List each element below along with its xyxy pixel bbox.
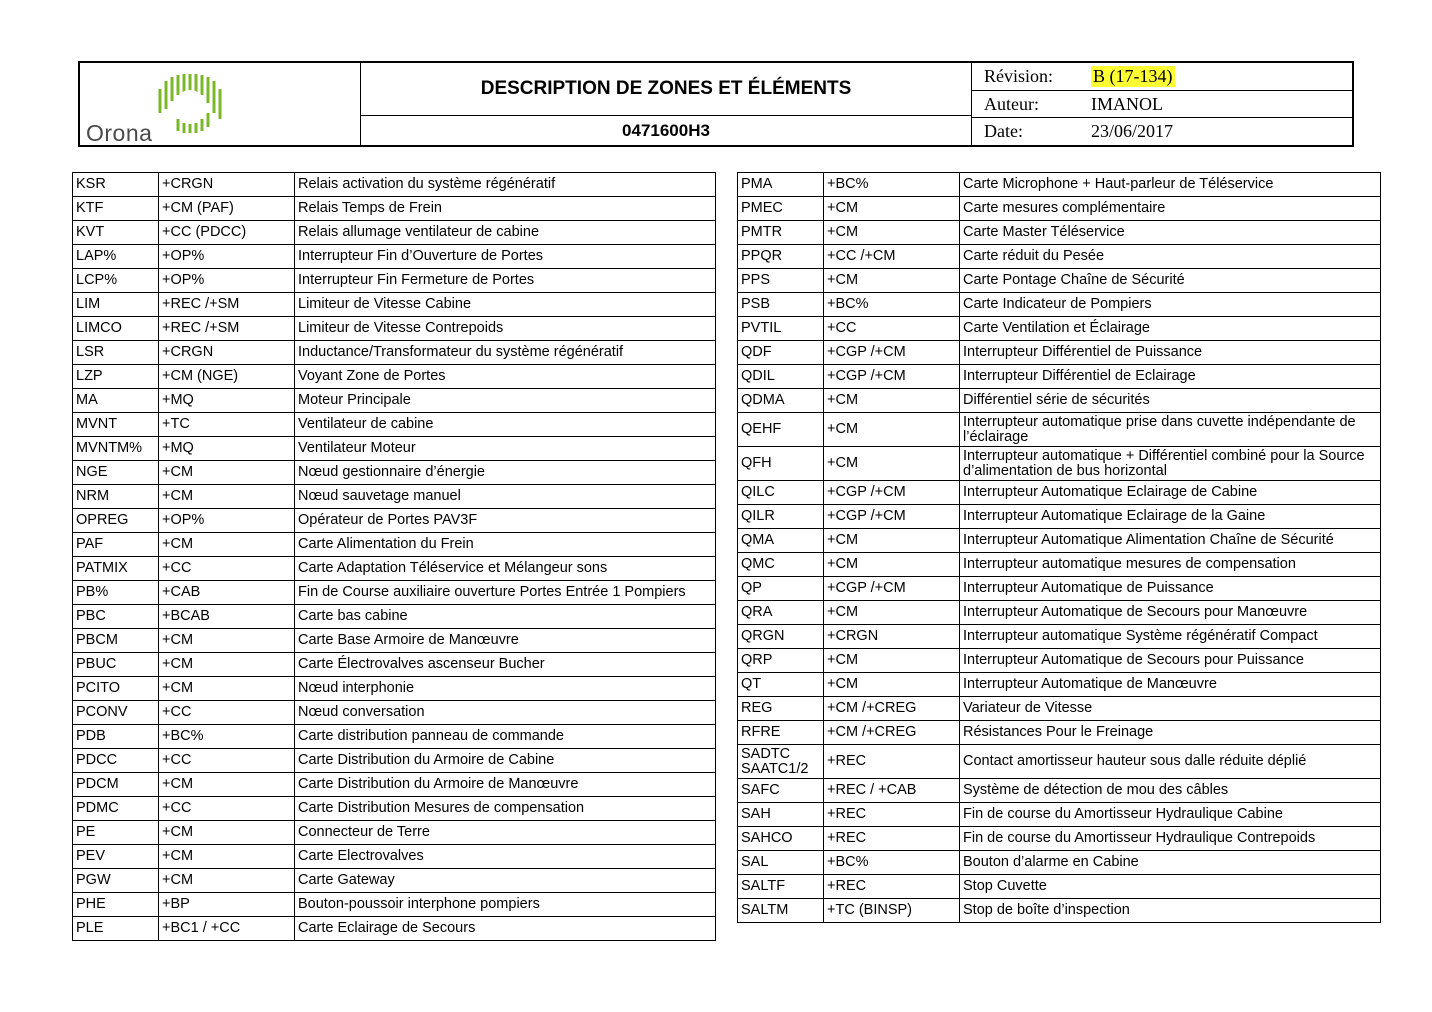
code-cell: PB% [73, 581, 159, 605]
zone-cell: +CM [824, 269, 960, 293]
zone-cell: +CM [824, 447, 960, 481]
description-cell: Connecteur de Terre [295, 821, 716, 845]
code-cell: QRA [738, 601, 824, 625]
description-cell: Bouton d’alarme en Cabine [960, 851, 1381, 875]
zone-cell: +REC / +CAB [824, 779, 960, 803]
table-row [73, 317, 716, 341]
zone-cell: +BCAB [159, 605, 295, 629]
zone-cell: +CC [824, 317, 960, 341]
zone-cell: +CC (PDCC) [159, 221, 295, 245]
description-cell: Différentiel série de sécurités [960, 389, 1381, 413]
code-cell: QDF [738, 341, 824, 365]
zone-cell: +CGP /+CM [824, 505, 960, 529]
table-row [738, 899, 1381, 923]
code-cell: QDMA [738, 389, 824, 413]
description-cell: Interrupteur Fin d’Ouverture de Portes [295, 245, 716, 269]
right-codes-table [737, 172, 1381, 923]
description-cell: Stop Cuvette [960, 875, 1381, 899]
code-cell: PLE [73, 917, 159, 941]
zone-cell: +CGP /+CM [824, 481, 960, 505]
description-cell: Interrupteur Automatique Alimentation Chaîne de Sécurité [960, 529, 1381, 553]
code-cell: PBUC [73, 653, 159, 677]
zone-cell: +TC (BINSP) [824, 899, 960, 923]
description-cell: Nœud conversation [295, 701, 716, 725]
code-cell: PBC [73, 605, 159, 629]
code-cell: QILC [738, 481, 824, 505]
table-row [738, 721, 1381, 745]
code-cell: QMA [738, 529, 824, 553]
description-cell: Bouton-poussoir interphone pompiers [295, 893, 716, 917]
zone-cell: +CM [824, 649, 960, 673]
table-row [73, 917, 716, 941]
table-row [738, 221, 1381, 245]
table-row [73, 725, 716, 749]
zone-cell: +REC [824, 875, 960, 899]
table-row [73, 245, 716, 269]
zone-cell: +CM (NGE) [159, 365, 295, 389]
zone-cell: +CM [159, 773, 295, 797]
zone-cell: +CM [824, 197, 960, 221]
table-row [738, 245, 1381, 269]
meta-area [972, 63, 1352, 145]
zone-cell: +OP% [159, 269, 295, 293]
author-value: IMANOL [1091, 93, 1163, 114]
code-cell: SALTF [738, 875, 824, 899]
code-cell: SAH [738, 803, 824, 827]
table-row [738, 197, 1381, 221]
table-row [73, 365, 716, 389]
zone-cell: +BC% [824, 851, 960, 875]
zone-cell: +CM [824, 553, 960, 577]
zone-cell: +REC /+SM [159, 293, 295, 317]
description-cell: Fin de course du Amortisseur Hydraulique Cabine [960, 803, 1381, 827]
description-cell: Carte distribution panneau de commande [295, 725, 716, 749]
description-cell: Carte Distribution Mesures de compensation [295, 797, 716, 821]
code-cell: QEHF [738, 413, 824, 447]
description-cell: Ventilateur de cabine [295, 413, 716, 437]
code-cell: QT [738, 673, 824, 697]
table-row [73, 629, 716, 653]
table-row [738, 173, 1381, 197]
table-row [738, 827, 1381, 851]
code-cell: LSR [73, 341, 159, 365]
code-cell: NRM [73, 485, 159, 509]
zone-cell: +CM (PAF) [159, 197, 295, 221]
zone-cell: +BC% [159, 725, 295, 749]
document-title: DESCRIPTION DE ZONES ET ÉLÉMENTS [361, 63, 971, 116]
description-cell: Carte Indicateur de Pompiers [960, 293, 1381, 317]
logo-area [80, 63, 361, 145]
description-cell: Carte Microphone + Haut-parleur de Téléservice [960, 173, 1381, 197]
table-row [73, 485, 716, 509]
code-cell: PVTIL [738, 317, 824, 341]
zone-cell: +MQ [159, 389, 295, 413]
table-row [738, 529, 1381, 553]
code-cell: PATMIX [73, 557, 159, 581]
table-row [73, 509, 716, 533]
code-cell: PCITO [73, 677, 159, 701]
zone-cell: +CM [159, 821, 295, 845]
table-row [73, 773, 716, 797]
table-row [73, 533, 716, 557]
code-cell: PPS [738, 269, 824, 293]
table-row [738, 447, 1381, 481]
code-cell: QP [738, 577, 824, 601]
code-cell: MA [73, 389, 159, 413]
zone-cell: +REC [824, 827, 960, 851]
description-cell: Limiteur de Vitesse Contrepoids [295, 317, 716, 341]
table-row [738, 779, 1381, 803]
table-row [73, 389, 716, 413]
zone-cell: +BC1 / +CC [159, 917, 295, 941]
zone-cell: +CRGN [824, 625, 960, 649]
table-row [738, 505, 1381, 529]
description-cell: Interrupteur automatique mesures de compensation [960, 553, 1381, 577]
description-cell: Fin de Course auxiliaire ouverture Portes Entrée 1 Pompiers [295, 581, 716, 605]
description-cell: Nœud interphonie [295, 677, 716, 701]
table-row [738, 803, 1381, 827]
author-row [972, 90, 1352, 118]
zone-cell: +CM [159, 533, 295, 557]
table-row [73, 677, 716, 701]
table-row [73, 197, 716, 221]
description-cell: Inductance/Transformateur du système régénératif [295, 341, 716, 365]
table-row [738, 577, 1381, 601]
code-cell: LIMCO [73, 317, 159, 341]
zone-cell: +CM /+CREG [824, 697, 960, 721]
table-row [73, 701, 716, 725]
code-cell: LAP% [73, 245, 159, 269]
left-codes-table [72, 172, 716, 941]
table-row [738, 553, 1381, 577]
zone-cell: +CM [159, 677, 295, 701]
code-cell: PMEC [738, 197, 824, 221]
code-cell: PDB [73, 725, 159, 749]
code-cell: KVT [73, 221, 159, 245]
revision-row [972, 63, 1352, 90]
description-cell: Nœud gestionnaire d’énergie [295, 461, 716, 485]
description-cell: Interrupteur Fin Fermeture de Portes [295, 269, 716, 293]
description-cell: Interrupteur Automatique de Secours pour Manœuvre [960, 601, 1381, 625]
table-row [738, 697, 1381, 721]
description-cell: Carte Master Téléservice [960, 221, 1381, 245]
code-cell: OPREG [73, 509, 159, 533]
description-cell: Carte Electrovalves [295, 845, 716, 869]
code-cell: PSB [738, 293, 824, 317]
code-cell: QILR [738, 505, 824, 529]
table-row [738, 745, 1381, 779]
code-cell: PEV [73, 845, 159, 869]
description-cell: Interrupteur Automatique de Manœuvre [960, 673, 1381, 697]
zone-cell: +CC [159, 557, 295, 581]
description-cell: Fin de course du Amortisseur Hydraulique Contrepoids [960, 827, 1381, 851]
zone-cell: +REC /+SM [159, 317, 295, 341]
zone-cell: +CM [159, 485, 295, 509]
zone-cell: +CM [159, 869, 295, 893]
description-cell: Carte Alimentation du Frein [295, 533, 716, 557]
description-cell: Interrupteur Différentiel de Puissance [960, 341, 1381, 365]
code-cell: QRGN [738, 625, 824, 649]
code-cell: SAHCO [738, 827, 824, 851]
description-cell: Interrupteur automatique Système régénératif Compact [960, 625, 1381, 649]
table-row [73, 269, 716, 293]
zone-cell: +CM [824, 601, 960, 625]
code-cell: LCP% [73, 269, 159, 293]
zone-cell: +CM /+CREG [824, 721, 960, 745]
orona-logo-icon [146, 69, 236, 135]
description-cell: Carte Pontage Chaîne de Sécurité [960, 269, 1381, 293]
zone-cell: +REC [824, 745, 960, 779]
code-cell: MVNTM% [73, 437, 159, 461]
zone-cell: +CM [159, 845, 295, 869]
table-row [738, 389, 1381, 413]
zone-cell: +CC [159, 701, 295, 725]
description-cell: Nœud sauvetage manuel [295, 485, 716, 509]
code-cell: PCONV [73, 701, 159, 725]
table-row [73, 749, 716, 773]
zone-cell: +CM [824, 221, 960, 245]
table-row [73, 869, 716, 893]
code-cell: RFRE [738, 721, 824, 745]
logo-text: Orona [86, 120, 153, 146]
code-cell: PMTR [738, 221, 824, 245]
revision-value: B (17-134) [1093, 65, 1173, 86]
code-cell: KTF [73, 197, 159, 221]
description-cell: Relais activation du système régénératif [295, 173, 716, 197]
zone-cell: +OP% [159, 509, 295, 533]
description-cell: Opérateur de Portes PAV3F [295, 509, 716, 533]
table-row [738, 601, 1381, 625]
code-cell: QMC [738, 553, 824, 577]
zone-cell: +REC [824, 803, 960, 827]
description-cell: Carte Gateway [295, 869, 716, 893]
code-cell: PPQR [738, 245, 824, 269]
zone-cell: +BP [159, 893, 295, 917]
zone-cell: +CM [824, 389, 960, 413]
zone-cell: +CRGN [159, 173, 295, 197]
zone-cell: +CM [159, 629, 295, 653]
description-cell: Interrupteur Automatique Eclairage de la Gaine [960, 505, 1381, 529]
description-cell: Carte Électrovalves ascenseur Bucher [295, 653, 716, 677]
description-cell: Interrupteur Automatique Eclairage de Cabine [960, 481, 1381, 505]
description-cell: Voyant Zone de Portes [295, 365, 716, 389]
zone-cell: +CM [824, 413, 960, 447]
description-cell: Carte Distribution du Armoire de Manœuvre [295, 773, 716, 797]
table-row [73, 797, 716, 821]
document-code: 0471600H3 [622, 120, 710, 140]
table-row [73, 461, 716, 485]
code-cell: PDMC [73, 797, 159, 821]
description-cell: Interrupteur Automatique de Secours pour Puissance [960, 649, 1381, 673]
description-cell: Carte Distribution du Armoire de Cabine [295, 749, 716, 773]
zone-cell: +CAB [159, 581, 295, 605]
description-cell: Relais allumage ventilateur de cabine [295, 221, 716, 245]
zone-cell: +CM [159, 461, 295, 485]
table-row [738, 413, 1381, 447]
table-row [73, 437, 716, 461]
table-row [73, 557, 716, 581]
code-cell: PHE [73, 893, 159, 917]
table-row [738, 365, 1381, 389]
zone-cell: +MQ [159, 437, 295, 461]
document-header [78, 61, 1354, 147]
table-row [738, 649, 1381, 673]
table-row [738, 673, 1381, 697]
description-cell: Interrupteur automatique prise dans cuvette indépendante de l’éclairage [960, 413, 1381, 447]
table-row [738, 293, 1381, 317]
zone-cell: +CM [159, 653, 295, 677]
description-cell: Résistances Pour le Freinage [960, 721, 1381, 745]
description-cell: Carte bas cabine [295, 605, 716, 629]
code-cell: PDCM [73, 773, 159, 797]
table-row [738, 317, 1381, 341]
table-row [738, 341, 1381, 365]
zone-cell: +CGP /+CM [824, 365, 960, 389]
code-cell: REG [738, 697, 824, 721]
zone-cell: +CC [159, 797, 295, 821]
code-cell: PGW [73, 869, 159, 893]
description-cell: Interrupteur Automatique de Puissance [960, 577, 1381, 601]
zone-cell: +CM [824, 529, 960, 553]
zone-cell: +BC% [824, 293, 960, 317]
description-cell: Moteur Principale [295, 389, 716, 413]
description-cell: Carte Ventilation et Éclairage [960, 317, 1381, 341]
title-area [361, 63, 972, 145]
table-row [73, 605, 716, 629]
zone-cell: +CC /+CM [824, 245, 960, 269]
description-cell: Système de détection de mou des câbles [960, 779, 1381, 803]
code-cell: QRP [738, 649, 824, 673]
table-row [73, 173, 716, 197]
table-row [73, 413, 716, 437]
code-cell: QDIL [738, 365, 824, 389]
table-row [738, 875, 1381, 899]
zone-cell: +CGP /+CM [824, 341, 960, 365]
code-cell: NGE [73, 461, 159, 485]
description-cell: Stop de boîte d’inspection [960, 899, 1381, 923]
table-row [73, 845, 716, 869]
table-row [73, 653, 716, 677]
description-cell: Carte Adaptation Téléservice et Mélangeur sons [295, 557, 716, 581]
zone-cell: +CGP /+CM [824, 577, 960, 601]
code-cell: PAF [73, 533, 159, 557]
table-row [738, 481, 1381, 505]
author-label: Auteur: [984, 93, 1039, 114]
code-cell: SAL [738, 851, 824, 875]
description-cell: Relais Temps de Frein [295, 197, 716, 221]
description-cell: Carte mesures complémentaire [960, 197, 1381, 221]
zone-cell: +CM [824, 673, 960, 697]
zone-cell: +BC% [824, 173, 960, 197]
description-cell: Carte réduit du Pesée [960, 245, 1381, 269]
table-row [738, 851, 1381, 875]
table-row [73, 581, 716, 605]
table-row [73, 293, 716, 317]
table-row [738, 625, 1381, 649]
description-cell: Variateur de Vitesse [960, 697, 1381, 721]
revision-label: Révision: [984, 65, 1054, 86]
code-cell: LIM [73, 293, 159, 317]
code-cell: KSR [73, 173, 159, 197]
zone-cell: +OP% [159, 245, 295, 269]
code-cell: PBCM [73, 629, 159, 653]
code-cell: SALTM [738, 899, 824, 923]
code-cell: PMA [738, 173, 824, 197]
table-row [73, 221, 716, 245]
code-cell: QFH [738, 447, 824, 481]
description-cell: Interrupteur Différentiel de Eclairage [960, 365, 1381, 389]
description-cell: Contact amortisseur hauteur sous dalle réduite déplié [960, 745, 1381, 779]
code-cell: MVNT [73, 413, 159, 437]
code-cell: SAFC [738, 779, 824, 803]
table-row [73, 341, 716, 365]
description-cell: Ventilateur Moteur [295, 437, 716, 461]
table-row [73, 893, 716, 917]
date-label: Date: [984, 121, 1023, 142]
table-row [738, 269, 1381, 293]
description-cell: Carte Eclairage de Secours [295, 917, 716, 941]
description-cell: Interrupteur automatique + Différentiel combiné pour la Source d’alimentation de bus horizontal [960, 447, 1381, 481]
code-cell: LZP [73, 365, 159, 389]
zone-cell: +CRGN [159, 341, 295, 365]
zone-cell: +TC [159, 413, 295, 437]
code-cell: PDCC [73, 749, 159, 773]
date-value: 23/06/2017 [1091, 121, 1174, 142]
date-row [972, 117, 1352, 145]
zone-cell: +CC [159, 749, 295, 773]
table-row [73, 821, 716, 845]
description-cell: Limiteur de Vitesse Cabine [295, 293, 716, 317]
description-cell: Carte Base Armoire de Manœuvre [295, 629, 716, 653]
code-cell: SADTC SAATC1/2 [738, 745, 824, 779]
code-cell: PE [73, 821, 159, 845]
